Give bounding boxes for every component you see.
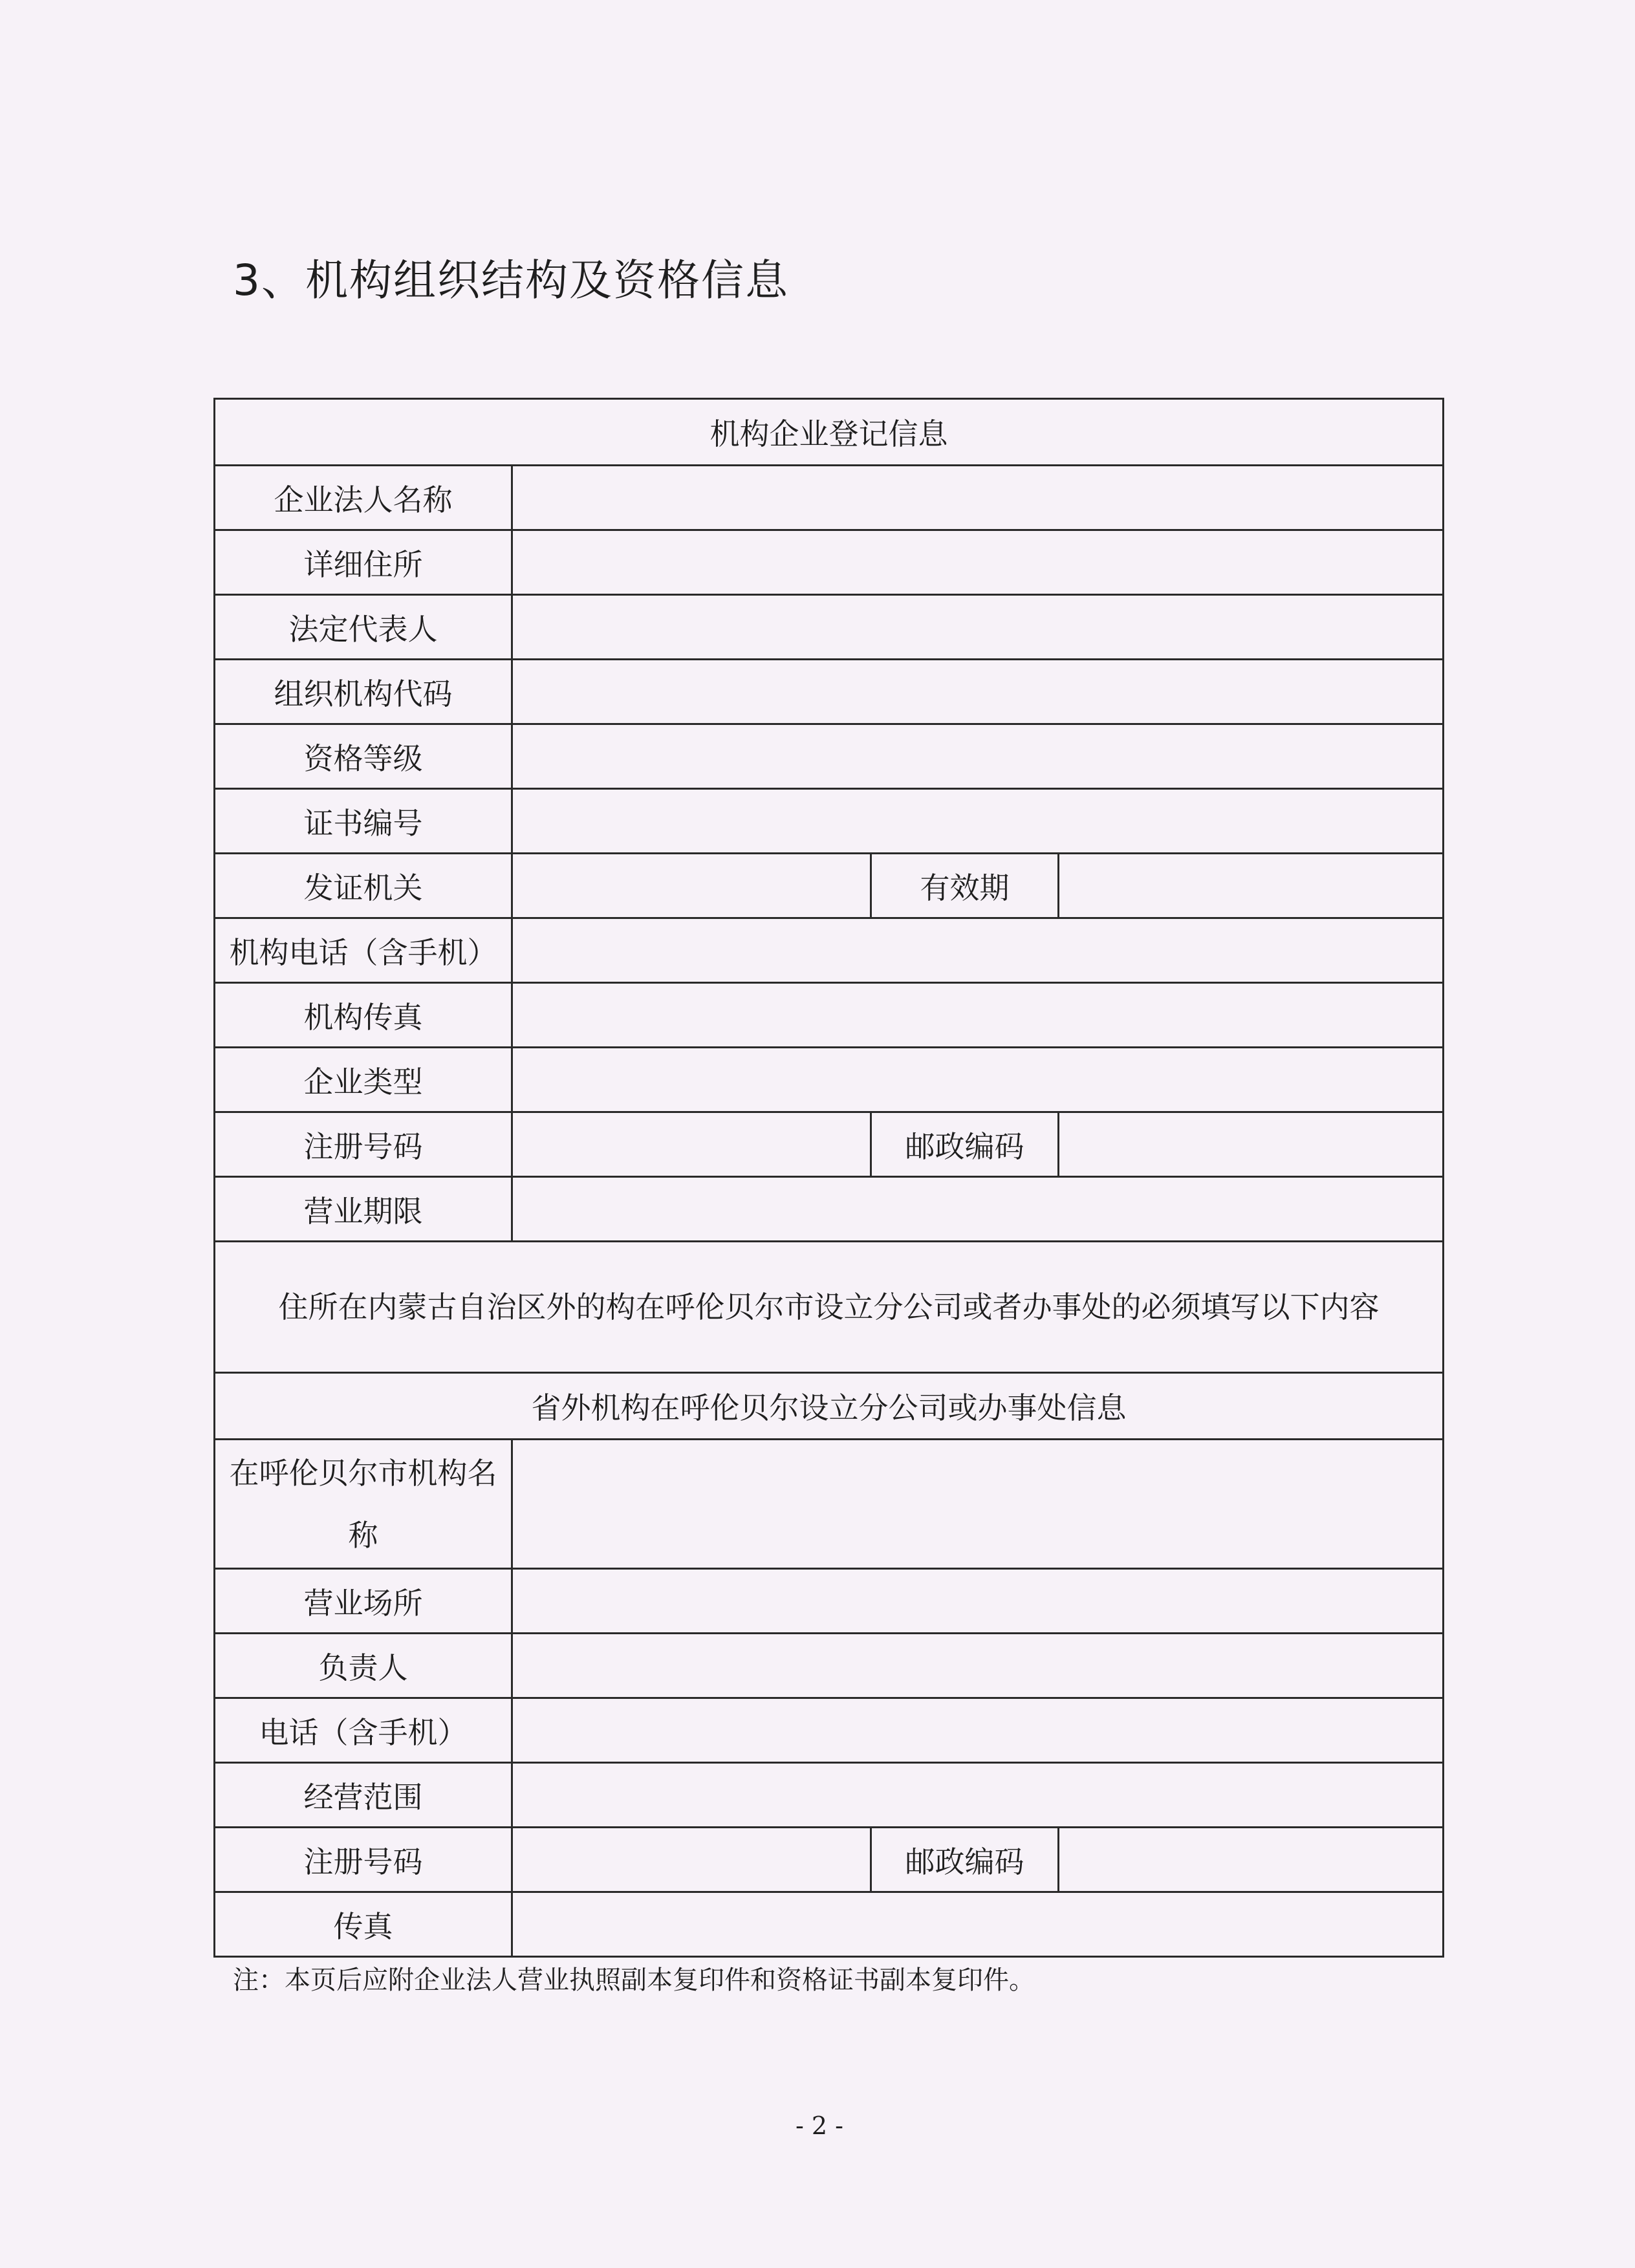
field-qualification-grade[interactable]	[512, 724, 1444, 789]
section-header-branch: 省外机构在呼伦贝尔设立分公司或办事处信息	[215, 1373, 1444, 1440]
field-certificate-number[interactable]	[512, 789, 1444, 854]
label-certificate-number: 证书编号	[215, 789, 512, 854]
label-branch-fax: 传真	[215, 1892, 512, 1957]
footnote: 注：本页后应附企业法人营业执照副本复印件和资格证书副本复印件。	[233, 1965, 1035, 1995]
label-qualification-grade: 资格等级	[215, 724, 512, 789]
label-issuing-authority: 发证机关	[215, 854, 512, 918]
field-branch-name[interactable]	[512, 1440, 1444, 1569]
field-org-phone[interactable]	[512, 918, 1444, 983]
field-branch-phone[interactable]	[512, 1698, 1444, 1763]
label-branch-postal-code: 邮政编码	[871, 1828, 1059, 1892]
field-enterprise-type[interactable]	[512, 1048, 1444, 1112]
label-enterprise-type: 企业类型	[215, 1048, 512, 1112]
page-title: 3、机构组织结构及资格信息	[233, 255, 789, 305]
label-org-code: 组织机构代码	[215, 660, 512, 724]
field-address[interactable]	[512, 530, 1444, 595]
label-postal-code: 邮政编码	[871, 1112, 1059, 1177]
field-person-in-charge[interactable]	[512, 1634, 1444, 1698]
field-branch-fax[interactable]	[512, 1892, 1444, 1957]
field-issuing-authority[interactable]	[512, 854, 871, 918]
field-legal-representative[interactable]	[512, 595, 1444, 660]
page-number: - 2 -	[796, 2111, 844, 2140]
label-business-scope: 经营范围	[215, 1763, 512, 1828]
field-branch-registration-number[interactable]	[512, 1828, 871, 1892]
field-branch-postal-code[interactable]	[1059, 1828, 1444, 1892]
label-business-premises: 营业场所	[215, 1569, 512, 1634]
field-business-term[interactable]	[512, 1177, 1444, 1242]
field-registration-number[interactable]	[512, 1112, 871, 1177]
field-org-fax[interactable]	[512, 983, 1444, 1048]
label-branch-phone: 电话（含手机）	[215, 1698, 512, 1763]
label-business-term: 营业期限	[215, 1177, 512, 1242]
field-legal-name[interactable]	[512, 466, 1444, 530]
field-validity-period[interactable]	[1059, 854, 1444, 918]
label-validity-period: 有效期	[871, 854, 1059, 918]
field-org-code[interactable]	[512, 660, 1444, 724]
label-registration-number: 注册号码	[215, 1112, 512, 1177]
notice-text: 住所在内蒙古自治区外的构在呼伦贝尔市设立分公司或者办事处的必须填写以下内容	[215, 1242, 1444, 1373]
field-postal-code[interactable]	[1059, 1112, 1444, 1177]
label-branch-registration-number: 注册号码	[215, 1828, 512, 1892]
label-address: 详细住所	[215, 530, 512, 595]
label-person-in-charge: 负责人	[215, 1634, 512, 1698]
registration-form	[213, 398, 1444, 1958]
label-org-fax: 机构传真	[215, 983, 512, 1048]
section-header-registration: 机构企业登记信息	[215, 399, 1444, 466]
label-legal-representative: 法定代表人	[215, 595, 512, 660]
field-business-premises[interactable]	[512, 1569, 1444, 1634]
label-org-phone: 机构电话（含手机）	[215, 918, 512, 983]
label-branch-name: 在呼伦贝尔市机构名称	[215, 1440, 512, 1569]
field-business-scope[interactable]	[512, 1763, 1444, 1828]
label-legal-name: 企业法人名称	[215, 466, 512, 530]
